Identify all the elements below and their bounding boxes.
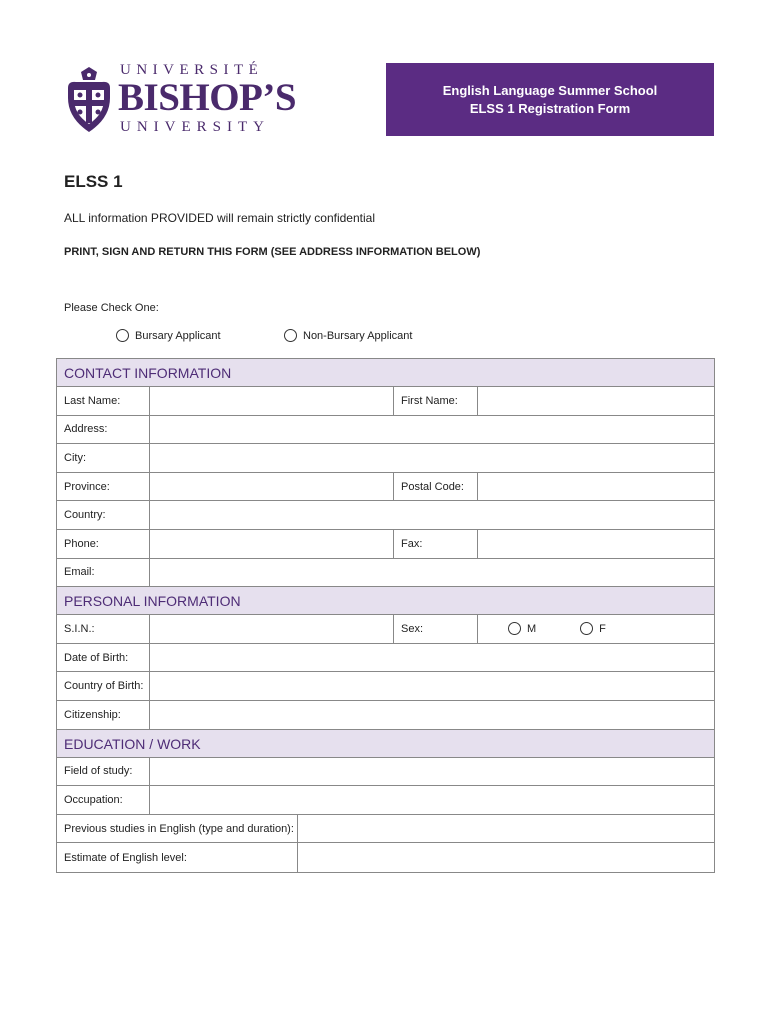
field-of-study-label: Field of study: xyxy=(64,765,133,778)
phone-label: Phone: xyxy=(64,537,99,550)
form-row xyxy=(57,815,714,844)
city-field[interactable] xyxy=(149,444,714,472)
postal-code-label: Postal Code: xyxy=(393,473,477,501)
sin-label: S.I.N.: xyxy=(64,622,95,635)
first-name-field[interactable] xyxy=(477,387,714,415)
email-field[interactable] xyxy=(149,559,714,587)
form-row xyxy=(57,416,714,445)
first-name-label: First Name: xyxy=(393,387,477,415)
form-row xyxy=(57,786,714,815)
bishops-logo xyxy=(64,62,297,140)
fax-label: Fax: xyxy=(393,530,477,558)
bursary-radio[interactable] xyxy=(116,329,129,342)
country-of-birth-field[interactable] xyxy=(149,672,714,700)
logo-top-word: UNIVERSITÉ xyxy=(120,62,264,78)
email-label: Email: xyxy=(64,566,95,579)
return-instruction: PRINT, SIGN AND RETURN THIS FORM (SEE ADDRESS INFORMATION BELOW) xyxy=(64,246,481,258)
crest-icon xyxy=(64,66,114,136)
form-row xyxy=(57,615,714,644)
sex-options xyxy=(477,615,714,643)
check-prompt: Please Check One: xyxy=(64,302,159,314)
confidential-note: ALL information PROVIDED will remain strictly confidential xyxy=(64,211,375,225)
citizenship-label: Citizenship: xyxy=(64,708,121,721)
form-row xyxy=(57,559,714,588)
dob-label: Date of Birth: xyxy=(64,651,129,664)
form-row xyxy=(57,644,714,673)
banner-line-1: English Language Summer School xyxy=(442,82,658,98)
sex-m-label: M xyxy=(527,622,537,635)
registration-form xyxy=(56,358,715,873)
non-bursary-option[interactable] xyxy=(284,329,412,342)
form-row xyxy=(57,843,714,872)
banner-line-2: ELSS 1 Registration Form xyxy=(469,100,631,116)
sex-label: Sex: xyxy=(393,615,477,643)
postal-code-field[interactable] xyxy=(477,473,714,501)
non-bursary-radio[interactable] xyxy=(284,329,297,342)
education-section-heading: EDUCATION / WORK xyxy=(57,730,714,758)
sex-f-radio[interactable] xyxy=(580,622,593,635)
previous-studies-label: Previous studies in English (type and duration): xyxy=(64,822,294,835)
last-name-label: Last Name: xyxy=(64,394,121,407)
address-label: Address: xyxy=(64,423,108,436)
citizenship-field[interactable] xyxy=(149,701,714,729)
logo-main-word: BISHOP’S xyxy=(118,76,297,119)
country-field[interactable] xyxy=(149,501,714,529)
province-field[interactable] xyxy=(149,473,393,501)
form-row xyxy=(57,444,714,473)
english-level-field[interactable] xyxy=(297,843,714,872)
bursary-option[interactable] xyxy=(116,329,221,342)
field-of-study-field[interactable] xyxy=(149,758,714,786)
form-row xyxy=(57,530,714,559)
form-row xyxy=(57,758,714,787)
fax-field[interactable] xyxy=(477,530,714,558)
sex-m-radio[interactable] xyxy=(508,622,521,635)
city-label: City: xyxy=(64,451,86,464)
form-row xyxy=(57,501,714,530)
non-bursary-label: Non-Bursary Applicant xyxy=(303,329,413,342)
logo-bottom-word: UNIVERSITY xyxy=(120,119,270,135)
province-label: Province: xyxy=(64,480,110,493)
english-level-label: Estimate of English level: xyxy=(64,851,187,864)
country-of-birth-label: Country of Birth: xyxy=(64,680,144,693)
last-name-field[interactable] xyxy=(149,387,393,415)
sin-field[interactable] xyxy=(149,615,393,643)
phone-field[interactable] xyxy=(149,530,393,558)
form-row xyxy=(57,701,714,730)
page-title: ELSS 1 xyxy=(64,172,123,191)
dob-field[interactable] xyxy=(149,644,714,672)
form-row xyxy=(57,473,714,502)
form-row xyxy=(57,672,714,701)
address-field[interactable] xyxy=(149,416,714,444)
occupation-field[interactable] xyxy=(149,786,714,814)
occupation-label: Occupation: xyxy=(64,793,123,806)
form-row xyxy=(57,387,714,416)
country-label: Country: xyxy=(64,509,106,522)
previous-studies-field[interactable] xyxy=(297,815,714,843)
personal-section-heading: PERSONAL INFORMATION xyxy=(57,587,714,615)
bursary-label: Bursary Applicant xyxy=(135,329,221,342)
header-banner xyxy=(386,63,714,136)
contact-section-heading: CONTACT INFORMATION xyxy=(57,359,714,387)
sex-f-label: F xyxy=(599,622,606,635)
